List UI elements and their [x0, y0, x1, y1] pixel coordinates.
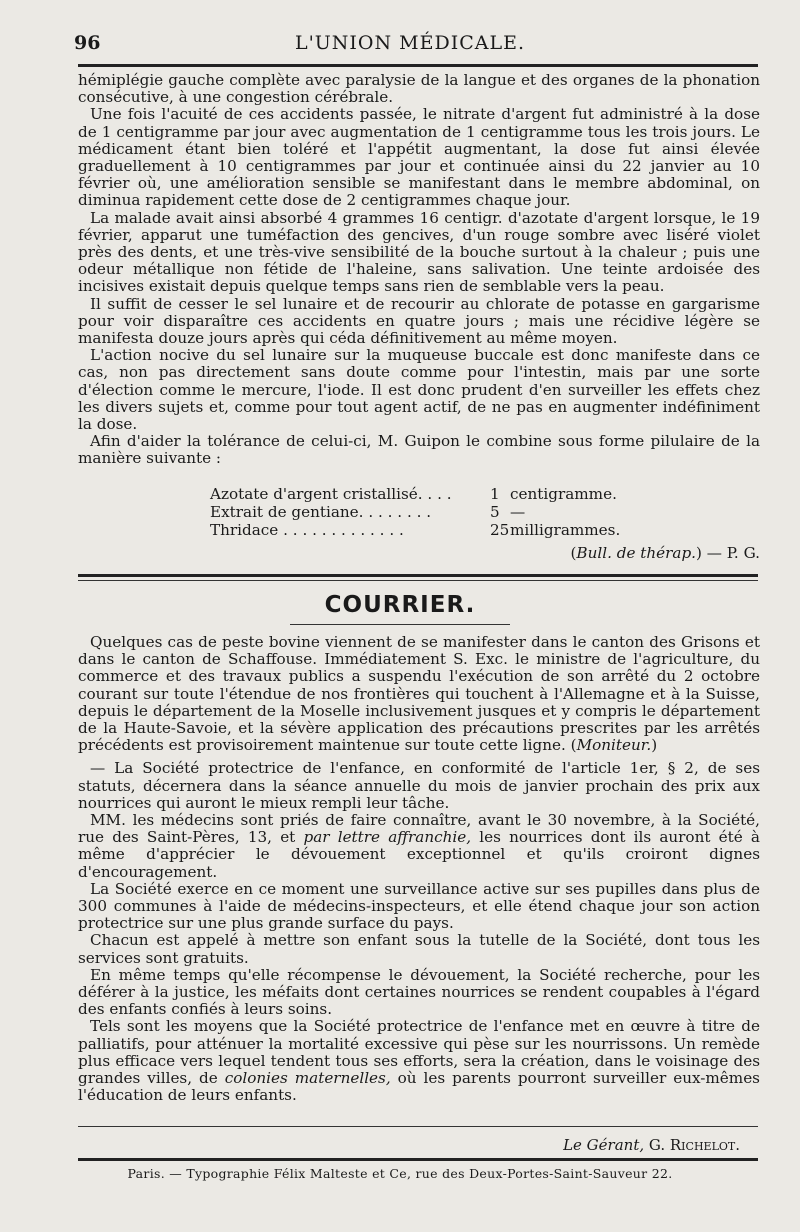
paragraph: hémiplégie gauche complète avec paralysie de la langue et des organes de la phonation consécutive, à une congestion cérébrale.: [78, 71, 760, 107]
signoff: [563, 1136, 740, 1154]
printer-imprint: Paris. — Typographie Félix Malteste et Ce, rue des Deux-Portes-Saint-Sauveur 22.: [127, 1166, 673, 1181]
section-rule-thin: [78, 580, 758, 581]
paragraph: En même temps qu'elle récompense le dévouement, la Société recherche, pour les déférer à la justice, les méfaits dont certaines nourrices se rendent coupables à l'égard des enfants confiés à leurs soins.: [78, 965, 760, 1019]
paragraph: Il suffit de cesser le sel lunaire et de recourir au chlorate de potasse en gargarisme pour voir disparaître ces accidents en quatre jours ; mais une récidive légère se manifesta douze jours après qui céda définitivement au même moyen.: [78, 294, 760, 348]
formula-row: [210, 486, 630, 504]
section-title: COURRIER.: [324, 592, 476, 618]
signoff-label: Le Gérant,: [563, 1136, 645, 1154]
ingredient-name: Azotate d'argent cristallisé. . . .: [210, 485, 452, 503]
ingredient-unit: milligrammes.: [510, 520, 621, 539]
paragraph: Tels sont les moyens que la Société protectrice de l'enfance met en œuvre à titre de palliatifs, pour atténuer la mortalité excessive qui pèse sur les nourrissons. Un remède plus efficace vers lequel tendent tous ses efforts, sera la création, dans le voisinage des grandes villes, de colonies maternelles, où les parents pourront surveiller eux-mêmes l'éducation de leurs enfants.: [78, 1017, 760, 1105]
source-moniteur: Moniteur.: [576, 736, 652, 755]
paragraph: MM. les médecins sont priés de faire connaître, avant le 30 novembre, à la Société, rue des Saint-Pères, 13, et par lettre affranchie, les nourrices dont ils auront été à même d'apprécier le dévouement exceptionnel et qu'ils croiront dignes d'encouragement.: [78, 811, 760, 881]
ingredient-unit: centigramme.: [510, 485, 617, 503]
article-body: [78, 72, 760, 468]
paragraph: Afin d'aider la tolérance de celui-ci, M. Guipon le combine sous forme pilulaire de la manière suivante :: [78, 432, 760, 468]
journal-title: L'UNION MÉDICALE.: [294, 32, 526, 54]
paragraph: La Société exerce en ce moment une surveillance active sur ses pupilles dans plus de 300 communes à l'aide de médecins-inspecteurs, et elle étend chaque jour son action protectrice sur une plus grande surface du pays.: [78, 879, 760, 933]
section-rule: [78, 574, 758, 577]
ingredient-qty: 1: [490, 485, 500, 503]
page-number: 96: [74, 32, 101, 54]
paragraph: Chacun est appelé à mettre son enfant sous la tutelle de la Société, dont tous les services sont gratuits.: [78, 931, 760, 967]
paragraph: — La Société protectrice de l'enfance, en conformité de l'article 1er, § 2, de ses statuts, décernera dans la séance annuelle du mois de janvier prochain des prix aux nourrices qui auront le mieux rempli leur tâche.: [78, 759, 760, 812]
header-rule: [78, 64, 758, 67]
source-journal: Bull. de thérap.: [576, 544, 697, 562]
ingredient-unit: —: [510, 502, 526, 521]
paragraph: L'action nocive du sel lunaire sur la muqueuse buccale est donc manifeste dans ce cas, non pas directement sans doute comme pour l'intestin, mais par une sorte d'élection comme le mercure, l'iode. Il est donc prudent d'en surveiller les effets chez les divers sujets et, comme pour tout agent actif, de ne pas en augmenter indéfiniment la dose.: [78, 346, 760, 434]
paragraph: Une fois l'acuité de ces accidents passée, le nitrate d'argent fut administré à la dose de 1 centigramme par jour avec augmentation de 1 centigramme tous les trois jours. Le médicament étant bien toléré et l'appétit augmentant, la dose fut ainsi élevée graduellement à 10 centigrammes par jour et continuée ainsi du 22 janvier au 10 février où, une amélioration sensible se manifestant dans le membre abdominal, on diminua rapidement cette dose de 2 centigrammes chaque jour.: [78, 105, 760, 210]
ingredient-qty: 25: [490, 520, 510, 539]
imprint-rule: [78, 1158, 758, 1161]
formula-row: [210, 522, 630, 540]
signoff-name: G. Richelot.: [648, 1136, 740, 1154]
title-underline: [290, 624, 510, 625]
footer-rule: [78, 1126, 758, 1127]
source-citation: (Bull. de thérap.) — P. G.: [570, 544, 760, 562]
ingredient-qty: 5: [490, 502, 500, 521]
ingredient-name: Extrait de gentiane. . . . . . . .: [210, 502, 432, 521]
formula-row: [210, 504, 630, 522]
ingredient-name: Thridace . . . . . . . . . . . . .: [210, 520, 404, 539]
courrier-body: [78, 634, 760, 1104]
paragraph: Quelques cas de peste bovine viennent de se manifester dans le canton des Grisons et dans le canton de Schaffouse. Immédiatement S. Exc. le ministre de l'agriculture, du commerce et des travaux publics a suspendu l'exécution de son arrêté du 2 octobre courant sur toute l'étendue de nos frontières qui touchent à l'Allemagne et à la Suisse, depuis le département de la Moselle inclusivement jusques et y compris le département de la Haute-Savoie, et la sévère application des précautions prescrites par les arrêtés précédents est provisoirement maintenue sur toute cette ligne. (Moniteur.): [78, 633, 760, 755]
paragraph: La malade avait ainsi absorbé 4 grammes 16 centigr. d'azotate d'argent lorsque, le 19 février, apparut une tuméfaction des gencives, d'un rouge sombre avec liséré violet près des dents, et une très-vive sensibilité de la bouche surtout à la chaleur ; puis une odeur métallique non fétide de l'haleine, sans salivation. Une teinte ardoisée des incisives existait depuis quelque temps sans rien de semblable vers la peau.: [78, 208, 760, 296]
prescription-formula: [210, 486, 630, 539]
running-header: [60, 30, 760, 58]
